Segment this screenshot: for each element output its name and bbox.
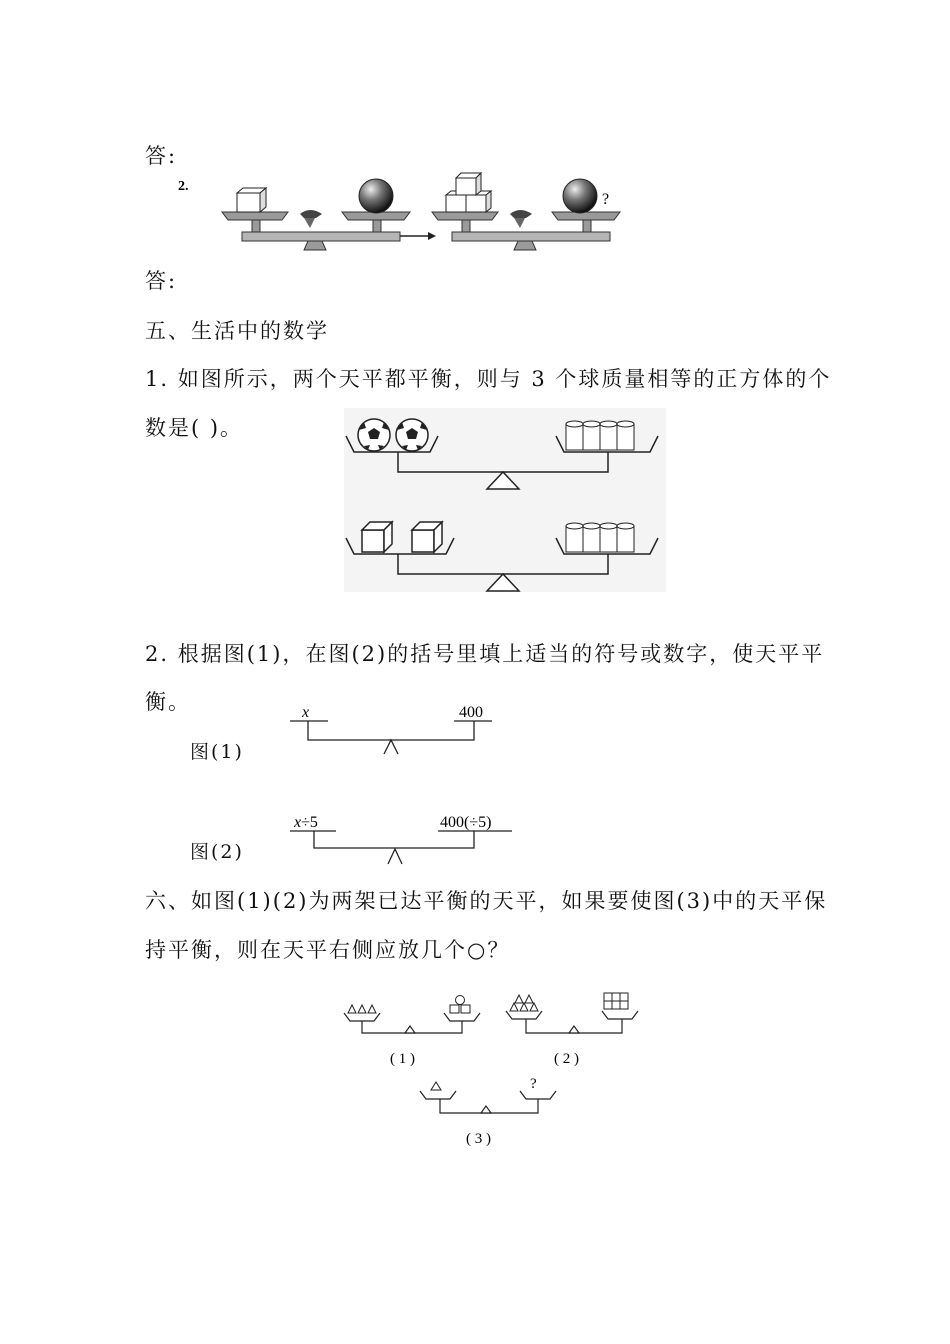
question-text: 持平衡，则在天平右侧应放几个○？ — [145, 938, 511, 962]
balance-right — [432, 173, 620, 250]
question-text: 六、如图(1)(2)为两架已达平衡的天平，如果要使图(3)中的天平保 — [145, 889, 828, 913]
question-text: 衡。 — [145, 690, 191, 714]
answer-label: 答: — [145, 269, 178, 293]
cylinder-icon — [600, 523, 617, 552]
question-text: 1. 如图所示，两个天平都平衡，则与 3 个球质量相等的正方体的个 — [145, 367, 832, 391]
answer-label: 答: — [145, 144, 178, 168]
sphere-icon — [563, 179, 597, 213]
left-pan-label: x÷5 — [294, 814, 318, 831]
question-mark: ? — [530, 1076, 537, 1092]
balance-2 — [506, 993, 638, 1067]
balance-left — [222, 179, 410, 250]
question-text: 数是( )。 — [145, 416, 244, 440]
cube-icon — [362, 522, 392, 552]
sphere-icon — [359, 179, 393, 213]
balance-label: ( 1 ) — [390, 1051, 415, 1067]
question-mark: ? — [602, 191, 610, 208]
cylinder-icon — [617, 523, 634, 552]
balance-1 — [344, 996, 480, 1068]
figure-number: 2. — [178, 179, 189, 194]
arrow-icon — [400, 232, 436, 240]
question-text: 2. 根据图(1)，在图(2)的括号里填上适当的符号或数字，使天平平 — [145, 642, 825, 666]
cylinder-icon — [566, 523, 583, 552]
balance-3 — [420, 1076, 556, 1147]
cylinder-icon — [600, 421, 617, 450]
right-pan-label: 400 — [459, 704, 483, 721]
cylinder-icon — [583, 523, 600, 552]
cylinder-icon — [617, 421, 634, 450]
left-pan-label: x — [302, 704, 310, 721]
balance-x-400-figure — [286, 700, 496, 758]
section-title: 五、生活中的数学 — [145, 319, 329, 343]
right-pan-label: 400(÷5) — [440, 814, 492, 831]
balance-shapes-figure — [340, 985, 650, 1155]
figure-label: 图(1) — [190, 741, 244, 763]
soccer-ball-icon — [358, 419, 390, 451]
cube-icon — [237, 188, 266, 212]
figure-label: 图(2) — [190, 841, 244, 863]
balance-x-div5-figure — [286, 808, 518, 866]
cube-icon — [412, 522, 442, 552]
cylinder-icon — [583, 421, 600, 450]
left-pan-rest: ÷5 — [301, 814, 318, 831]
balance-cube-sphere-figure — [170, 168, 640, 258]
balance-balls-cubes-figure — [344, 408, 666, 592]
balance-label: ( 2 ) — [554, 1051, 579, 1067]
cylinder-icon — [566, 421, 583, 450]
cube-icon — [456, 173, 481, 195]
soccer-ball-icon — [396, 419, 428, 451]
balance-label: ( 3 ) — [466, 1131, 491, 1147]
